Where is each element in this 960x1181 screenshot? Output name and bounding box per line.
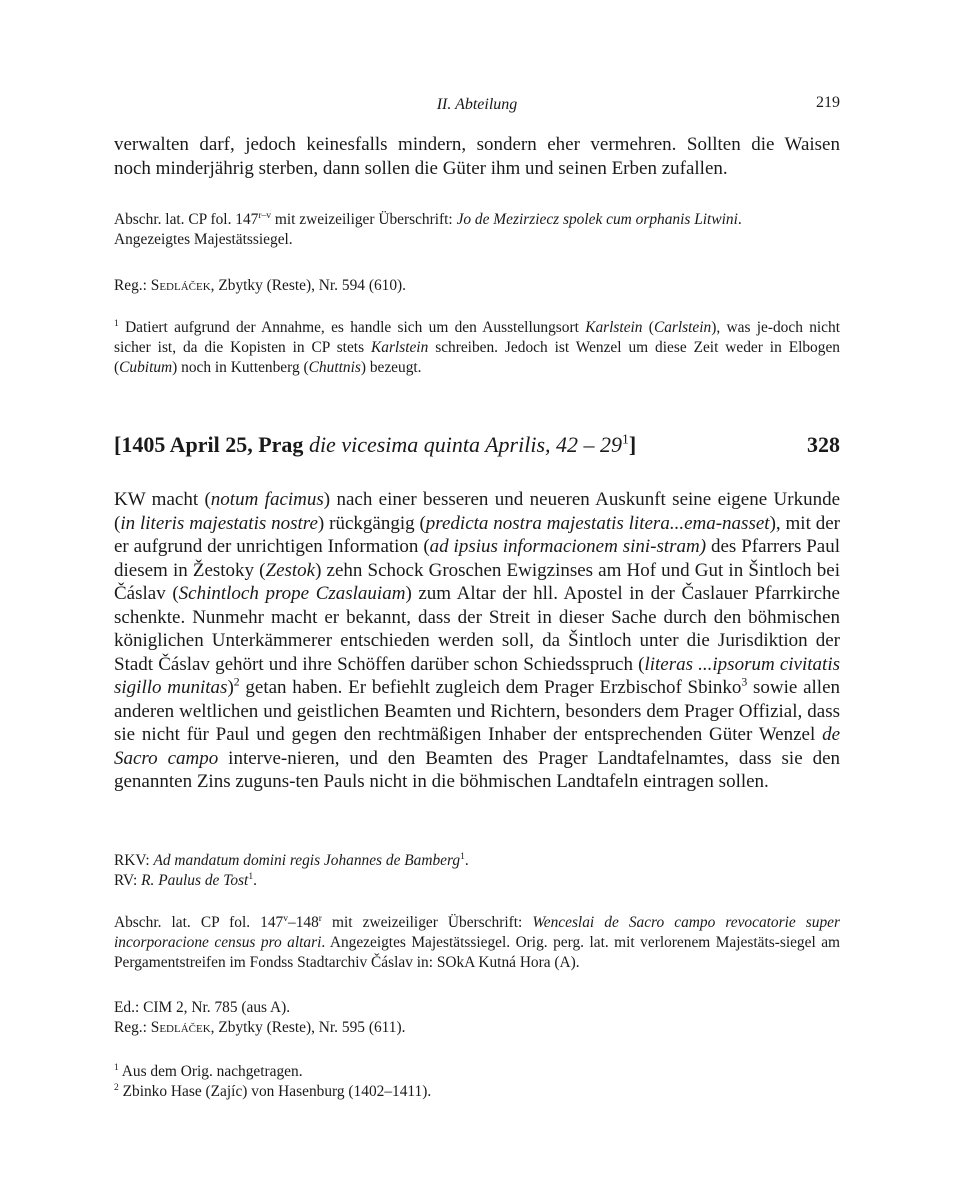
footnote-italic: Karlstein <box>370 339 429 356</box>
abschr-title: Jo de Mezirziecz spolek cum orphanis Litwini <box>456 211 738 228</box>
regest-text: ) zehn Schock Groschen Ewigzinses am Hof und Gut in Šintloch bei Čáslav ( <box>114 559 840 604</box>
footnote-mark: 1 <box>460 850 465 862</box>
regest-text: interve-nieren, und den Beamten des Prager Landtafelnamtes, dass sie den genannten Zins zuguns-ten Pauls nicht in die böhmischen Landtafeln eintragen sollen. <box>114 747 841 792</box>
footnote-text: Datiert aufgrund der Annahme, es handle sich um den Ausstellungsort <box>118 319 586 336</box>
footnote-text: schreiben. Jedoch ist Wenzel um diese Zeit weder in Elbogen ( <box>114 339 840 376</box>
prev-entry-reg <box>114 276 840 296</box>
regest-text: ) nach einer besseren und neueren Auskunft seine eigene Urkunde ( <box>114 489 841 534</box>
abschr-text: . <box>737 211 742 228</box>
abschr-text: Abschr. lat. CP fol. 147 <box>114 914 284 931</box>
entry-heading <box>114 432 840 458</box>
abschr-title: Wenceslai de Sacro campo revocatorie super incorporacione census pro altari <box>114 914 840 951</box>
prev-entry-footnote-1 <box>114 318 840 378</box>
entry-date: [1405 April 25, Prag <box>114 432 309 457</box>
page-number: 219 <box>816 94 840 111</box>
footnote-text: ), was je-doch nicht sicher ist, da die Kopisten in CP stets <box>114 319 840 356</box>
regest-quote: notum facimus <box>210 489 324 510</box>
regest-quote: literas ...ipsorum civitatis sigillo munitas <box>114 653 840 698</box>
abschr-text: Abschr. lat. CP fol. 147 <box>114 211 259 228</box>
reg-author: Sedláček <box>150 1019 211 1036</box>
folio-sup: v <box>283 912 289 924</box>
rkv-end: . <box>464 852 469 869</box>
entry-edition <box>114 998 840 1038</box>
regest-text: des Pfarrers Paul diesem in Žestoky ( <box>114 536 841 581</box>
reg-line <box>114 1018 840 1038</box>
entry-bracket: ] <box>628 432 637 457</box>
footnote-mark: 2 <box>114 1081 119 1093</box>
footnote-italic: Karlstein <box>585 319 643 336</box>
footnote-1 <box>114 1062 840 1082</box>
prev-entry-abschr <box>114 210 840 250</box>
footnote-text: Zbinko Hase (Zajíc) von Hasenburg (1402–1411). <box>118 1083 432 1100</box>
footnote-mark: 3 <box>741 675 748 689</box>
footnote-italic: Chuttnis <box>308 359 361 376</box>
regest-text: ), mit der er aufgrund der unrichtigen Information ( <box>114 512 840 557</box>
abschr-line <box>114 210 840 230</box>
regest-text: ) zum Altar der hll. Apostel in der Časlauer Pfarrkirche schenkte. Nunmehr macht er bekannt, dass der Streit in dieser Sache durch den böhmischen königlichen Unterkämmerer entschieden werden soll, da Šintloch unter die Jurisdiktion der Stadt Čáslav gehört und ihre Schöffen darüber schon Schiedsspruch ( <box>114 583 840 675</box>
regest-quote: Schintloch prope Czaslauiam <box>178 583 406 604</box>
reg-label: Reg.: <box>114 1019 151 1036</box>
regest-quote: predicta nostra majestatis litera...ema-nasset <box>425 512 770 534</box>
prev-entry-line: verwalten darf, jedoch keinesfalls mindern, sondern eher vermehren. Sollten die Waisen <box>114 134 840 155</box>
footnote-2 <box>114 1082 840 1102</box>
abschr-text: –148 <box>288 914 319 931</box>
footnote-mark: 1 <box>114 1061 119 1073</box>
ed-line: Ed.: CIM 2, Nr. 785 (aus A). <box>114 999 291 1016</box>
reg-label: Reg.: <box>114 277 151 294</box>
prev-entry-text <box>114 133 840 180</box>
footnote-text: ) bezeugt. <box>360 359 422 376</box>
folio-sup: r–v <box>258 209 272 221</box>
regest-quote: in literis majestatis nostre <box>120 512 318 534</box>
reg-text: , Zbytky (Reste), Nr. 595 (611). <box>210 1019 406 1036</box>
footnote-mark: 2 <box>233 675 240 689</box>
entry-number: 328 <box>807 432 840 457</box>
footnote-italic: Cubitum <box>119 359 173 376</box>
rv-label: RV: <box>114 872 142 889</box>
rkv-text: Ad mandatum domini regis Johannes de Bamberg <box>153 852 461 869</box>
entry-latin-date: die vicesima quinta Aprilis, 42 – 29 <box>308 432 623 457</box>
footnote-mark: 1 <box>114 317 119 329</box>
rv-line <box>114 871 840 891</box>
entry-rkv <box>114 851 840 891</box>
prev-entry-line: noch minderjährig sterben, dann sollen die Güter ihm und seinen Erben zufallen. <box>114 157 728 179</box>
regest-text: KW macht ( <box>114 489 211 510</box>
page-header <box>114 92 840 118</box>
entry-regest <box>114 488 840 794</box>
reg-text: , Zbytky (Reste), Nr. 594 (610). <box>210 277 406 294</box>
footnote-text: ( <box>642 319 654 336</box>
rkv-line <box>114 851 840 871</box>
abschr-text: . Angezeigtes Majestätssiegel. Orig. perg. lat. mit verlorenem Majestäts-siegel am Pergamentstreifen im Fondss Stadtarchiv Čáslav in: SOkA Kutná Hora (A). <box>114 934 841 971</box>
entry-abschr <box>114 913 840 973</box>
regest-text: getan haben. Er befiehlt zugleich dem Prager Erzbischof Sbinko <box>239 677 742 698</box>
regest-text: sowie allen anderen weltlichen und geistlichen Beamten und Richtern, besonders dem Prager Offizial, dass sie nicht für Paul und gegen den rechtmäßigen Inhaber der entsprechenden Güter Wenzel <box>114 677 841 745</box>
abschr-line: Angezeigtes Majestätssiegel. <box>114 231 293 248</box>
rv-text: R. Paulus de Tost <box>141 872 249 889</box>
running-head: II. Abteilung <box>436 96 518 113</box>
abschr-text: mit zweizeiliger Überschrift: <box>271 211 457 228</box>
footnote-text: Aus dem Orig. nachgetragen. <box>118 1063 303 1080</box>
footnote-mark: 1 <box>622 431 629 447</box>
reg-author: Sedláček <box>150 277 211 294</box>
rkv-label: RKV: <box>114 852 154 869</box>
folio-sup: r <box>318 912 322 924</box>
footnote-italic: Carlstein <box>653 319 712 336</box>
regest-quote: de Sacro campo <box>114 724 840 769</box>
regest-quote: ad ipsius informacionem sini-stram) <box>429 536 707 557</box>
footnote-text: ) noch in Kuttenberg ( <box>172 359 309 376</box>
abschr-text: mit zweizeiliger Überschrift: <box>321 914 533 931</box>
rv-end: . <box>253 872 257 889</box>
regest-text: ) rückgängig ( <box>317 512 426 534</box>
footnote-mark: 1 <box>248 870 254 882</box>
regest-quote: Zestok <box>265 559 316 581</box>
entry-footnotes <box>114 1062 840 1102</box>
regest-text: ) <box>227 677 234 698</box>
